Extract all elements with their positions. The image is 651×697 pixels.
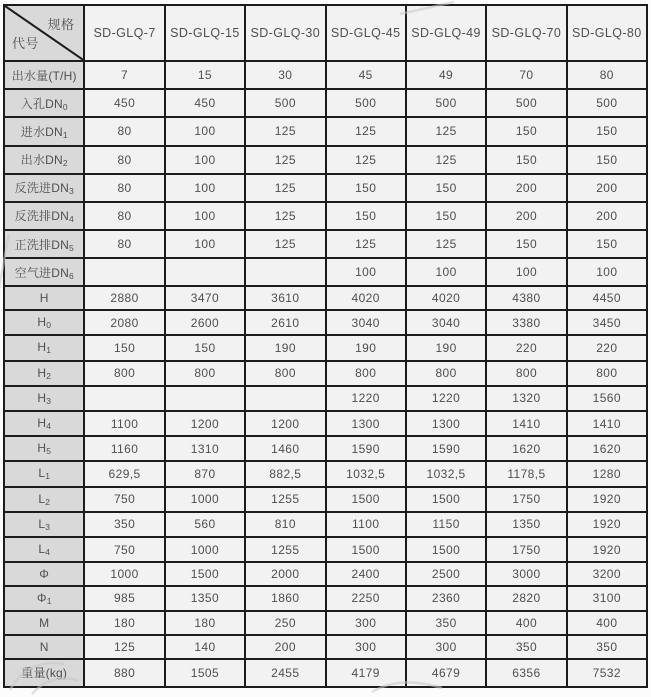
- cell-value: 200: [486, 202, 566, 230]
- row-label-subscript: 2: [45, 496, 50, 507]
- cell-value: 200: [567, 174, 647, 202]
- cell-value: 15: [165, 61, 245, 89]
- cell-value: 125: [326, 146, 406, 174]
- table-row: [4, 89, 647, 117]
- cell-value: 1220: [326, 386, 406, 411]
- row-label-subscript: 1: [45, 471, 50, 482]
- row-label: $L_2$: [4, 487, 84, 512]
- table-row: [4, 361, 647, 386]
- cell-value: 1920: [567, 512, 647, 537]
- cell-value: 3100: [567, 586, 647, 611]
- table-row: [4, 202, 647, 230]
- cell-value: 150: [406, 202, 486, 230]
- cell-value: 3450: [567, 310, 647, 335]
- cell-value: 4679: [406, 659, 486, 687]
- cell-value: 2000: [245, 562, 325, 586]
- cell-value: 2250: [326, 586, 406, 611]
- cell-value: 1200: [165, 411, 245, 436]
- row-label-subscript: 0: [62, 101, 68, 112]
- row-label: $L_1$: [4, 461, 84, 486]
- cell-value: 200: [486, 174, 566, 202]
- cell-value: 100: [567, 258, 647, 286]
- spec-col-header: SD-GLQ-70: [486, 5, 566, 61]
- cell-value: 7532: [567, 659, 647, 687]
- cell-value: 125: [326, 117, 406, 145]
- cell-value: 125: [326, 230, 406, 258]
- cell-value: 7: [84, 61, 164, 89]
- row-label-subscript: 3: [68, 186, 74, 197]
- row-label-subscript: 4: [68, 214, 74, 225]
- row-label: Φ: [4, 562, 84, 586]
- cell-value: 1500: [406, 487, 486, 512]
- cell-value: 1000: [165, 487, 245, 512]
- cell-value: 400: [567, 611, 647, 635]
- cell-value: 1032,5: [326, 461, 406, 486]
- cell-value: 150: [406, 174, 486, 202]
- cell-value: 80: [84, 174, 164, 202]
- table-row: [4, 436, 647, 461]
- cell-value: 220: [486, 335, 566, 360]
- cell-value: 150: [567, 117, 647, 145]
- cell-value: 800: [567, 361, 647, 386]
- cell-value: 4450: [567, 286, 647, 310]
- row-label-subscript: 1: [46, 345, 51, 356]
- cell-value: 150: [486, 146, 566, 174]
- cell-value: 1750: [486, 537, 566, 562]
- cell-value: 300: [326, 635, 406, 659]
- cell-value: 1920: [567, 487, 647, 512]
- cell-value: 150: [84, 335, 164, 360]
- cell-value: 1000: [165, 537, 245, 562]
- table-row: [4, 562, 647, 586]
- cell-value: 100: [165, 174, 245, 202]
- spec-col-header: SD-GLQ-45: [326, 5, 406, 61]
- cell-value: 1500: [326, 487, 406, 512]
- row-label: N: [4, 635, 84, 659]
- table-row: [4, 611, 647, 635]
- cell-value: [84, 386, 164, 411]
- cell-value: 49: [406, 61, 486, 89]
- spec-col-header: SD-GLQ-7: [84, 5, 164, 61]
- cell-value: 1200: [245, 411, 325, 436]
- spec-col-header: SD-GLQ-80: [567, 5, 647, 61]
- cell-value: 125: [406, 117, 486, 145]
- row-label: $H_3$: [4, 386, 84, 411]
- cell-value: 150: [567, 146, 647, 174]
- cell-value: [165, 386, 245, 411]
- cell-value: 1500: [326, 537, 406, 562]
- row-label: $L_4$: [4, 537, 84, 562]
- cell-value: 100: [406, 258, 486, 286]
- cell-value: 1000: [84, 562, 164, 586]
- cell-value: 1860: [245, 586, 325, 611]
- row-label: H: [4, 286, 84, 310]
- cell-value: 400: [486, 611, 566, 635]
- cell-value: 500: [567, 89, 647, 117]
- cell-value: 1300: [326, 411, 406, 436]
- cell-value: 1920: [567, 537, 647, 562]
- cell-value: 2500: [406, 562, 486, 586]
- cell-value: 4179: [326, 659, 406, 687]
- cell-value: 2880: [84, 286, 164, 310]
- cell-value: 2455: [245, 659, 325, 687]
- spec-col-header: SD-GLQ-49: [406, 5, 486, 61]
- table-row: [4, 537, 647, 562]
- corner-label-code: 代号: [12, 36, 39, 51]
- cell-value: 3380: [486, 310, 566, 335]
- row-label: M: [4, 611, 84, 635]
- cell-value: 220: [567, 335, 647, 360]
- cell-value: 190: [245, 335, 325, 360]
- cell-value: 2600: [165, 310, 245, 335]
- cell-value: 1310: [165, 436, 245, 461]
- cell-value: 1178,5: [486, 461, 566, 486]
- cell-value: 870: [165, 461, 245, 486]
- cell-value: 140: [165, 635, 245, 659]
- table-row: [4, 512, 647, 537]
- cell-value: 500: [326, 89, 406, 117]
- cell-value: 3000: [486, 562, 566, 586]
- cell-value: 4020: [326, 286, 406, 310]
- cell-value: 1350: [486, 512, 566, 537]
- table-row: [4, 487, 647, 512]
- cell-value: 125: [84, 635, 164, 659]
- corner-cell: [4, 5, 84, 61]
- cell-value: 800: [486, 361, 566, 386]
- cell-value: 3610: [245, 286, 325, 310]
- row-label: $\Phi_1$: [4, 586, 84, 611]
- row-label-subscript: 5: [68, 242, 74, 253]
- table-row: [4, 335, 647, 360]
- table-row: [4, 310, 647, 335]
- row-label: $H_2$: [4, 361, 84, 386]
- cell-value: 750: [84, 487, 164, 512]
- cell-value: 180: [84, 611, 164, 635]
- cell-value: 800: [165, 361, 245, 386]
- header-row: [4, 5, 647, 61]
- cell-value: 1750: [486, 487, 566, 512]
- cell-value: 250: [245, 611, 325, 635]
- cell-value: 1500: [406, 537, 486, 562]
- cell-value: 3200: [567, 562, 647, 586]
- row-label: 入孔$DN_0$: [4, 89, 84, 117]
- cell-value: 150: [326, 174, 406, 202]
- row-label: 出水量(T/H): [4, 61, 84, 89]
- corner-label-spec: 规格: [47, 17, 75, 32]
- cell-value: 1150: [406, 512, 486, 537]
- cell-value: 125: [245, 117, 325, 145]
- cell-value: 1032,5: [406, 461, 486, 486]
- cell-value: 4020: [406, 286, 486, 310]
- cell-value: 1410: [486, 411, 566, 436]
- cell-value: [165, 258, 245, 286]
- row-label-subscript: 6: [68, 270, 74, 281]
- cell-value: 350: [406, 611, 486, 635]
- cell-value: 1590: [406, 436, 486, 461]
- cell-value: 150: [486, 117, 566, 145]
- row-label: 空气进$DN_6$: [4, 258, 84, 286]
- cell-value: 350: [486, 635, 566, 659]
- cell-value: 1620: [567, 436, 647, 461]
- row-label-subscript: 5: [46, 446, 51, 457]
- cell-value: 100: [165, 117, 245, 145]
- table-row: [4, 146, 647, 174]
- cell-value: 300: [406, 635, 486, 659]
- cell-value: 350: [567, 635, 647, 659]
- cell-value: 1300: [406, 411, 486, 436]
- cell-value: 4380: [486, 286, 566, 310]
- spec-table: [3, 4, 648, 688]
- cell-value: 3040: [406, 310, 486, 335]
- row-label-subscript: 3: [45, 521, 50, 532]
- table-row: [4, 258, 647, 286]
- cell-value: 350: [84, 512, 164, 537]
- cell-value: 2400: [326, 562, 406, 586]
- table-row: [4, 586, 647, 611]
- table-row: [4, 174, 647, 202]
- cell-value: 1280: [567, 461, 647, 486]
- cell-value: 880: [84, 659, 164, 687]
- cell-value: 125: [245, 174, 325, 202]
- table-row: [4, 61, 647, 89]
- cell-value: 450: [84, 89, 164, 117]
- cell-value: 1560: [567, 386, 647, 411]
- cell-value: 150: [486, 230, 566, 258]
- cell-value: 1410: [567, 411, 647, 436]
- row-label-subscript: 0: [46, 320, 51, 331]
- row-label-subscript: 3: [46, 395, 51, 406]
- cell-value: 30: [245, 61, 325, 89]
- cell-value: 2820: [486, 586, 566, 611]
- cell-value: 3040: [326, 310, 406, 335]
- cell-value: 125: [406, 230, 486, 258]
- cell-value: 810: [245, 512, 325, 537]
- spec-col-header: SD-GLQ-30: [245, 5, 325, 61]
- cell-value: 1500: [165, 562, 245, 586]
- table-row: [4, 286, 647, 310]
- cell-value: 300: [326, 611, 406, 635]
- cell-value: 180: [165, 611, 245, 635]
- row-label: 进水$DN_1$: [4, 117, 84, 145]
- cell-value: 1620: [486, 436, 566, 461]
- row-label: 反洗进$DN_3$: [4, 174, 84, 202]
- cell-value: 45: [326, 61, 406, 89]
- cell-value: 70: [486, 61, 566, 89]
- row-label: 反洗排$DN_4$: [4, 202, 84, 230]
- cell-value: 800: [84, 361, 164, 386]
- cell-value: 80: [84, 202, 164, 230]
- row-label-subscript: 2: [46, 370, 51, 381]
- cell-value: 100: [486, 258, 566, 286]
- cell-value: 100: [165, 202, 245, 230]
- cell-value: 1160: [84, 436, 164, 461]
- table-row: [4, 230, 647, 258]
- cell-value: 190: [326, 335, 406, 360]
- spec-col-header: SD-GLQ-15: [165, 5, 245, 61]
- row-label: 重量(kg): [4, 659, 84, 687]
- cell-value: 500: [406, 89, 486, 117]
- table-row: [4, 635, 647, 659]
- cell-value: 2360: [406, 586, 486, 611]
- cell-value: 2610: [245, 310, 325, 335]
- cell-value: [84, 258, 164, 286]
- cell-value: 150: [326, 202, 406, 230]
- cell-value: 1255: [245, 537, 325, 562]
- cell-value: 100: [326, 258, 406, 286]
- table-row: [4, 411, 647, 436]
- cell-value: 150: [567, 230, 647, 258]
- cell-value: 1255: [245, 487, 325, 512]
- cell-value: 200: [567, 202, 647, 230]
- row-label-subscript: 4: [46, 421, 51, 432]
- table-row: [4, 386, 647, 411]
- cell-value: 80: [84, 146, 164, 174]
- row-label: 出水$DN_2$: [4, 146, 84, 174]
- cell-value: 800: [406, 361, 486, 386]
- cell-value: 750: [84, 537, 164, 562]
- table-row: [4, 659, 647, 687]
- row-label: $H_1$: [4, 335, 84, 360]
- cell-value: 1460: [245, 436, 325, 461]
- cell-value: 190: [406, 335, 486, 360]
- cell-value: 1100: [84, 411, 164, 436]
- row-label: $L_3$: [4, 512, 84, 537]
- cell-value: 985: [84, 586, 164, 611]
- cell-value: 150: [165, 335, 245, 360]
- cell-value: 450: [165, 89, 245, 117]
- cell-value: 125: [245, 202, 325, 230]
- cell-value: 100: [165, 230, 245, 258]
- cell-value: 1320: [486, 386, 566, 411]
- cell-value: 6356: [486, 659, 566, 687]
- row-label: $H_0$: [4, 310, 84, 335]
- cell-value: 800: [245, 361, 325, 386]
- cell-value: 125: [245, 230, 325, 258]
- cell-value: 200: [245, 635, 325, 659]
- cell-value: 500: [245, 89, 325, 117]
- table-row: [4, 461, 647, 486]
- cell-value: 1505: [165, 659, 245, 687]
- cell-value: 2080: [84, 310, 164, 335]
- cell-value: 1100: [326, 512, 406, 537]
- table-header: [4, 5, 647, 61]
- cell-value: 100: [165, 146, 245, 174]
- row-label-subscript: 2: [62, 158, 68, 169]
- row-label-subscript: 4: [45, 547, 50, 558]
- cell-value: 125: [406, 146, 486, 174]
- row-label: 正洗排$DN_5$: [4, 230, 84, 258]
- row-label-subscript: 1: [46, 595, 52, 606]
- cell-value: 1350: [165, 586, 245, 611]
- cell-value: 80: [84, 230, 164, 258]
- cell-value: 882,5: [245, 461, 325, 486]
- cell-value: 560: [165, 512, 245, 537]
- cell-value: [245, 386, 325, 411]
- table-row: [4, 117, 647, 145]
- cell-value: 80: [84, 117, 164, 145]
- table-body: [4, 61, 647, 687]
- row-label: $H_4$: [4, 411, 84, 436]
- row-label-subscript: 1: [62, 129, 68, 140]
- cell-value: 800: [326, 361, 406, 386]
- cell-value: [245, 258, 325, 286]
- cell-value: 125: [245, 146, 325, 174]
- cell-value: 500: [486, 89, 566, 117]
- cell-value: 1220: [406, 386, 486, 411]
- cell-value: 80: [567, 61, 647, 89]
- row-label: $H_5$: [4, 436, 84, 461]
- cell-value: 3470: [165, 286, 245, 310]
- cell-value: 629,5: [84, 461, 164, 486]
- cell-value: 1590: [326, 436, 406, 461]
